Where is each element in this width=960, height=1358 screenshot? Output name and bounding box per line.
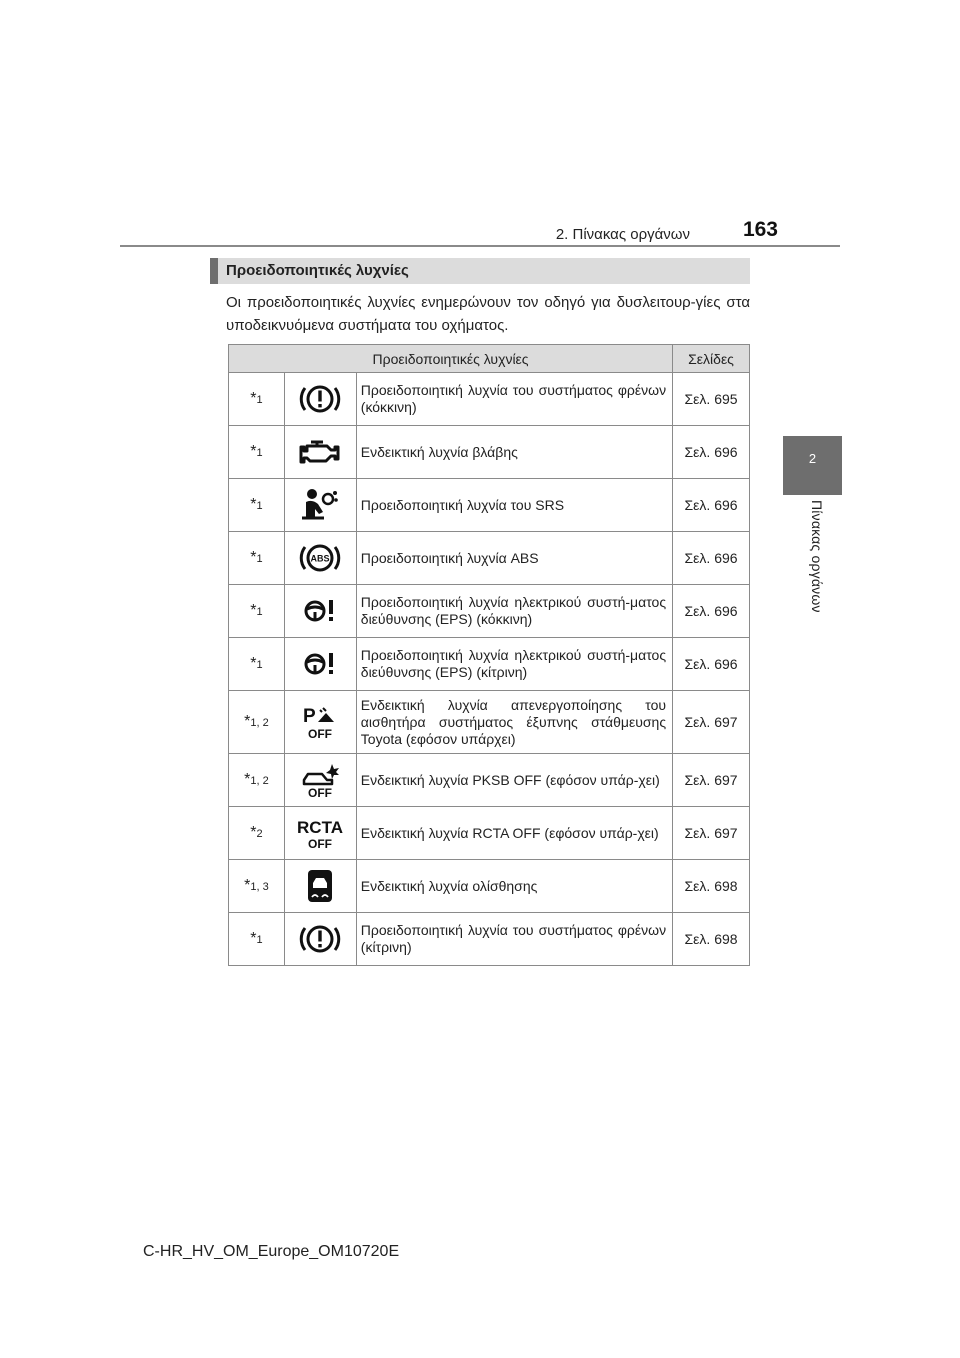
footnote-star: * <box>250 390 257 407</box>
section-heading-bar <box>210 258 218 284</box>
lamp-description: Προειδοποιητική λυχνία ηλεκτρικού συστή-ματος διεύθυνσης (EPS) (κόκκινη) <box>356 585 672 638</box>
row-footnote <box>229 913 285 966</box>
footnote-ref: 1 <box>256 394 263 406</box>
page-header <box>120 210 840 246</box>
row-footnote <box>229 691 285 754</box>
lamp-description: Προειδοποιητική λυχνία ABS <box>356 532 672 585</box>
table-row <box>229 532 750 585</box>
side-tab-label: Πίνακας οργάνων <box>809 500 825 613</box>
document-code: C-HR_HV_OM_Europe_OM10720E <box>143 1243 400 1260</box>
brake-warning-icon <box>284 913 356 966</box>
footnote-ref: 1 <box>256 606 263 618</box>
footnote-ref: 1, 2 <box>250 775 269 787</box>
section-heading <box>210 258 750 284</box>
footnote-star: * <box>250 824 257 841</box>
lamp-description: Προειδοποιητική λυχνία του συστήματος φρένων (κίτρινη) <box>356 913 672 966</box>
footnote-ref: 1 <box>256 500 263 512</box>
table-row <box>229 691 750 754</box>
svg-text:OFF: OFF <box>308 837 333 851</box>
footnote-star: * <box>250 655 257 672</box>
col-header-lamps: Προειδοποιητικές λυχνίες <box>229 345 673 373</box>
table-row <box>229 860 750 913</box>
rcta-off-icon <box>284 807 356 860</box>
table-row <box>229 426 750 479</box>
section-heading-text: Προειδοποιητικές λυχνίες <box>226 262 409 279</box>
footnote-ref: 2 <box>256 828 263 840</box>
page-reference: Σελ. 698 <box>673 913 750 966</box>
table-row <box>229 807 750 860</box>
page-reference: Σελ. 697 <box>673 691 750 754</box>
footnote-ref: 1 <box>256 659 263 671</box>
table-row <box>229 373 750 426</box>
table-body <box>229 373 750 966</box>
footnote-star: * <box>250 930 257 947</box>
lamp-description: Ενδεικτική λυχνία RCTA OFF (εφόσον υπάρ-χει) <box>356 807 672 860</box>
lamp-description: Ενδεικτική λυχνία PKSB OFF (εφόσον υπάρ-χει) <box>356 754 672 807</box>
table-row <box>229 479 750 532</box>
parking-sensor-off-icon <box>284 691 356 754</box>
row-footnote <box>229 585 285 638</box>
row-footnote <box>229 807 285 860</box>
row-footnote <box>229 860 285 913</box>
svg-text:OFF: OFF <box>308 786 333 800</box>
page-reference: Σελ. 697 <box>673 807 750 860</box>
table-row <box>229 913 750 966</box>
page-reference: Σελ. 695 <box>673 373 750 426</box>
col-header-pages: Σελίδες <box>673 345 750 373</box>
footnote-star: * <box>244 713 251 730</box>
page-reference: Σελ. 698 <box>673 860 750 913</box>
pksb-off-icon <box>284 754 356 807</box>
chapter-title: 2. Πίνακας οργάνων <box>555 226 690 243</box>
footnote-star: * <box>250 443 257 460</box>
check-engine-icon <box>284 426 356 479</box>
footnote-star: * <box>244 771 251 788</box>
page-reference: Σελ. 696 <box>673 532 750 585</box>
lamp-description: Ενδεικτική λυχνία απενεργοποίησης του αισθητήρα συστήματος έξυπνης στάθμευσης Toyota (εφόσον υπάρχει) <box>356 691 672 754</box>
svg-text:OFF: OFF <box>308 727 333 741</box>
footnote-star: * <box>250 496 257 513</box>
chapter-side-tab <box>783 436 842 495</box>
footnote-star: * <box>250 549 257 566</box>
svg-text:ABS: ABS <box>310 553 330 564</box>
page-reference: Σελ. 696 <box>673 585 750 638</box>
eps-warning-icon <box>284 638 356 691</box>
table-header-row <box>229 345 750 373</box>
page-reference: Σελ. 696 <box>673 479 750 532</box>
row-footnote <box>229 426 285 479</box>
row-footnote <box>229 754 285 807</box>
lamp-description: Προειδοποιητική λυχνία του SRS <box>356 479 672 532</box>
abs-icon <box>284 532 356 585</box>
eps-warning-icon <box>284 585 356 638</box>
svg-text:P: P <box>303 706 316 727</box>
row-footnote <box>229 479 285 532</box>
intro-paragraph: Οι προειδοποιητικές λυχνίες ενημερώνουν τον οδηγό για δυσλειτουρ-γίες στα υποδεικνυόμενα συστήματα του οχήματος. <box>226 294 750 334</box>
table-row <box>229 754 750 807</box>
brake-warning-icon <box>284 373 356 426</box>
footnote-star: * <box>244 877 251 894</box>
table-row <box>229 585 750 638</box>
header-divider <box>120 245 840 247</box>
lamp-description: Ενδεικτική λυχνία βλάβης <box>356 426 672 479</box>
footnote-ref: 1 <box>256 447 263 459</box>
lamp-description: Προειδοποιητική λυχνία του συστήματος φρένων (κόκκινη) <box>356 373 672 426</box>
side-tab-number: 2 <box>808 451 817 466</box>
svg-text:RCTA: RCTA <box>297 818 344 837</box>
row-footnote <box>229 638 285 691</box>
page-reference: Σελ. 696 <box>673 426 750 479</box>
page-reference: Σελ. 696 <box>673 638 750 691</box>
lamp-description: Προειδοποιητική λυχνία ηλεκτρικού συστή-ματος διεύθυνσης (EPS) (κίτρινη) <box>356 638 672 691</box>
page-reference: Σελ. 697 <box>673 754 750 807</box>
footnote-ref: 1, 2 <box>250 717 269 729</box>
footnote-ref: 1 <box>256 934 263 946</box>
footnote-star: * <box>250 602 257 619</box>
warning-lamps-table <box>228 344 750 966</box>
footnote-ref: 1 <box>256 553 263 565</box>
page-number: 163 <box>742 218 778 241</box>
lamp-description: Ενδεικτική λυχνία ολίσθησης <box>356 860 672 913</box>
slip-indicator-icon <box>284 860 356 913</box>
row-footnote <box>229 373 285 426</box>
row-footnote <box>229 532 285 585</box>
srs-airbag-icon <box>284 479 356 532</box>
footnote-ref: 1, 3 <box>250 881 269 893</box>
table-row <box>229 638 750 691</box>
